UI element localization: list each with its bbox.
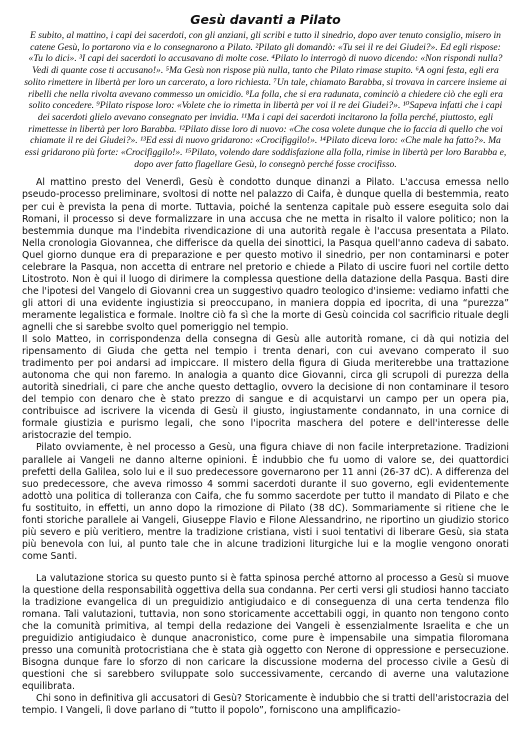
paragraph-gap <box>22 563 509 573</box>
paragraph-3: Pilato ovviamente, è nel processo a Gesù, una figura chiave di non facile interpretazione. Tradizioni parallele ai Vangeli ne danno alterne opinioni. È indubbio che fu uomo di valore se, dei quattordici prefetti della Galilea, solo lui e il suo predecessore governarono per 11 anni (26-37 dC). A differenza del suo predecessore, che aveva rimosso 4 sommi sacerdoti durante il suo governo, egli evidentemente adottò una politica di tolleranza con Caifa, che fu sommo sacerdote per tutto il mandato di Pilato e che fu sostituito, in effetti, un anno dopo la rimozione di Pilato (38 dC). Sommariamente si ritiene che le fonti storiche parallele ai Vangeli, Giuseppe Flavio e Filone Alessandrino, ne riportino un giudizio storico più severo e più veritiero, mentre la tradizione cristiana, visti i suoi tentativi di liberare Gesù, sia stata più benevola con lui, al punto tale che in alcune tradizioni liturgiche lui e la moglie vengono onorati come Santi. <box>22 442 509 562</box>
paragraph-4: La valutazione storica su questo punto si è fatta spinosa perché attorno al processo a Gesù si muove la questione della responsabilità oggettiva della sua condanna. Per certi versi gli studiosi hanno tacciato la tradizione evangelica di un preguidizio antigiudaico e di conseguenza di una certa tendenza filo romana. Tali valutazioni, tuttavia, non sono storicamente accettabili oggi, in quanto non tengono conto che la comunità primitiva, al tempi della redazione dei Vangeli è essenzialmente Israelita e che un preguidizio antigiudaico è dunque anacronistico, come pure è impensabile una simpatia filoromana presso una comunità protocristiana che è stata già oggetto con Nerone di oppressione e persecuzione. Bisogna dunque fare lo sforzo di non caricare la discussione moderna del processo civile a Gesù di questioni che si sarebbero sviluppate solo successivamente, cercando di averne una valutazione equilibrata. <box>22 572 509 693</box>
paragraph-5: Chi sono in definitiva gli accusatori di Gesù? Storicamente è indubbio che si tratti dell'aristocrazia del tempio. I Vangeli, lì dove parlano di “tutto il popolo”, forniscono una amplificazio- <box>22 693 509 717</box>
paragraph-2: Il solo Matteo, in corrispondenza della consegna di Gesù alle autorità romane, ci dà qui notizia del ripensamento di Giuda che getta nel tempio i trenta denari, con cui avevano comperato il suo tradimento per poi andarsi ad impiccare. Il mistero della figura di Giuda meriterebbe una trattazione autonoma che qui non faremo. In analogia a quanto dice Giovanni, circa gli scrupoli di purezza della autorità sinedriali, ci pare che anche questo dettaglio, ovvero la decisione di non contaminare il tesoro del tempio con denaro che è stato prezzo di sangue e di acquistarvi un campo per un opera pia, contribuisce ad iscrivere la vicenda di Gesù il giusto, ingiustamente condannato, in una cornice di formale giustizia e purismo legali, che sono l'ipocrita maschera del potere e dell'interesse delle aristocrazie del tempio. <box>22 334 509 442</box>
paragraph-1: Al mattino presto del Venerdì, Gesù è condotto dunque dinanzi a Pilato. L'accusa emessa nello pseudo-processo preliminare, svoltosi di notte nel palazzo di Caifa, è dunque quella di bestemmia, reato per cui è prevista la pena di morte. Tuttavia, poiché la sentenza capitale può essere eseguita solo dai Romani, il processo si deve formalizzare in una accusa che ne metta in risalto il valore politico; non la bestemmia dunque ma l'indebita rivendicazione di una autorità regale è l'accusa presentata a Pilato. Nella cronologia Giovannea, che differisce da quella dei sinottici, la Pasqua quell'anno cadeva di sabato. Quel giorno dunque era di preparazione e per questo motivo il sinedrio, per non contaminarsi e poter celebrare la Pasqua, non accetta di entrare nel pretorio e chiede a Pilato di uscire fuori nel cortile detto Litostroto. Non è qui il luogo di dirimere la complessa questione della datazione della Pasqua. Basti dire che l'ipotesi del Vangelo di Giovanni crea un suggestivo quadro teologico d'insieme: vediamo infatti che gli attori di una evidente ingiustizia si preoccupano, in maniera doppia ed ipocrita, di una “purezza” meramente legalistica e formale. Inoltre ciò fa sì che la morte di Gesù coincida col sacrificio rituale degli agnelli che si sarebbe svolto quel pomeriggio nel tempio. <box>22 177 509 333</box>
gospel-quote: E subito, al mattino, i capi dei sacerdoti, con gli anziani, gli scribi e tutto il sinedrio, dopo aver tenuto consiglio, misero in catene Gesù, lo portarono via e lo consegnarono a Pilato. ²Pilato gli domandò: «Tu sei il re dei Giudei?». Ed egli rispose: «Tu lo dici». ³I capi dei sacerdoti lo accusavano di molte cose. ⁴Pilato lo interrogò di nuovo dicendo: «Non rispondi nulla? Vedi di quante cose ti accusano!». ⁵Ma Gesù non rispose più nulla, tanto che Pilato rimase stupito. ⁶A ogni festa, egli era solito rimettere in libertà per loro un carcerato, a loro richiesta. ⁷Un tale, chiamato Barabba, si trovava in carcere insieme ai ribelli che nella rivolta avevano commesso un omicidio. ⁸La folla, che si era radunata, cominciò a chiedere ciò che egli era solito concedere. ⁹Pilato rispose loro: «Volete che io rimetta in libertà per voi il re dei Giudei?». ¹⁰Sapeva infatti che i capi dei sacerdoti glielo avevano consegnato per invidia. ¹¹Ma i capi dei sacerdoti incitarono la folla perché, piuttosto, egli rimettesse in libertà per loro Barabba. ¹²Pilato disse loro di nuovo: «Che cosa volete dunque che io faccia di quello che voi chiamate il re dei Giudei?». ¹³Ed essi di nuovo gridarono: «Crocifiggilo!». ¹⁴Pilato diceva loro: «Che male ha fatto?». Ma essi gridarono più forte: «Crocifiggilo!». ¹⁵Pilato, volendo dare soddisfazione alla folla, rimise in libertà per loro Barabba e, dopo aver fatto flagellare Gesù, lo consegnò perché fosse crocifisso. <box>24 30 507 170</box>
page-title: Gesù davanti a Pilato <box>190 12 341 27</box>
